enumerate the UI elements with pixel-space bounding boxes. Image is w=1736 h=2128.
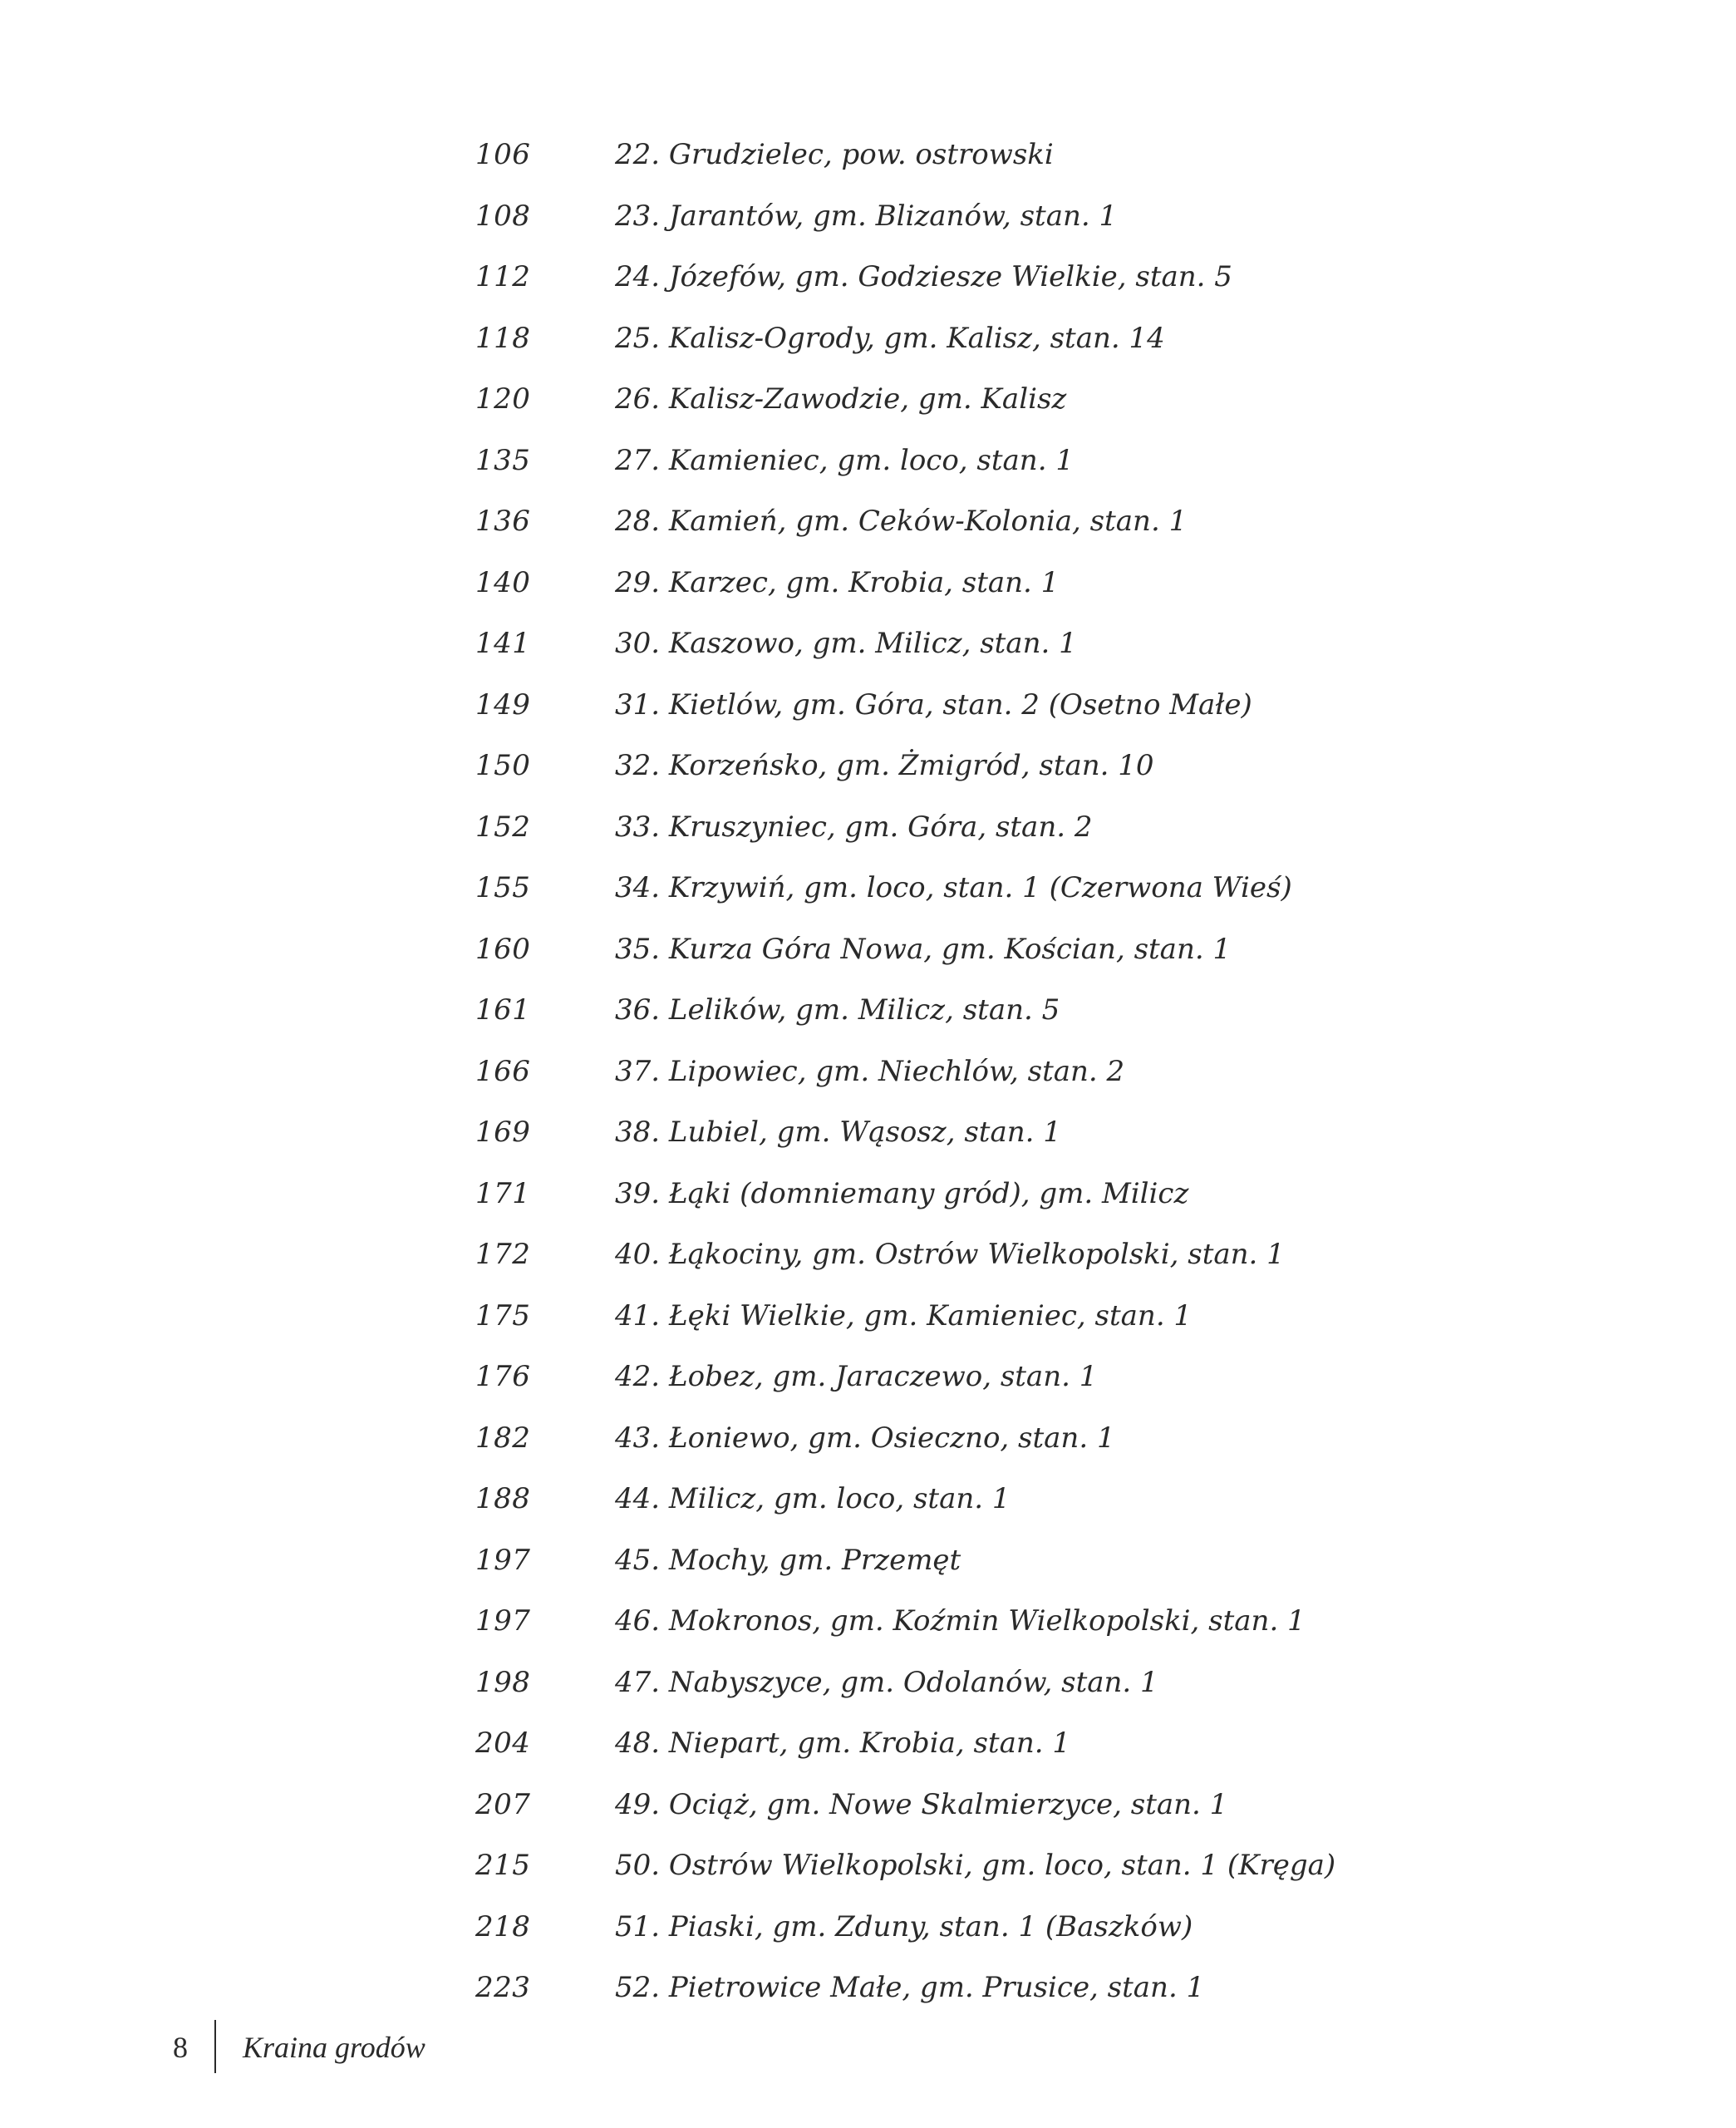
toc-entry-title: 52. Pietrowice Małe, gm. Prusice, stan. 1 xyxy=(615,1971,1205,2004)
toc-page-number: 215 xyxy=(475,1849,531,1882)
toc-entry-title: 37. Lipowiec, gm. Niechlów, stan. 2 xyxy=(615,1054,1125,1088)
toc-page-number: 198 xyxy=(475,1665,531,1699)
toc-page-number: 160 xyxy=(475,932,531,966)
toc-page-number: 136 xyxy=(475,505,531,538)
toc-entry xyxy=(0,1653,1736,1714)
toc-page-number: 112 xyxy=(475,260,531,293)
toc-page-number: 108 xyxy=(475,199,531,233)
toc-entry xyxy=(0,1102,1736,1164)
footer-page-number: 8 xyxy=(173,2031,188,2064)
toc-page-number: 223 xyxy=(475,1971,531,2004)
toc-entry-title: 28. Kamień, gm. Ceków-Kolonia, stan. 1 xyxy=(615,505,1188,538)
toc-page-number: 149 xyxy=(475,687,531,722)
toc-page-number: 135 xyxy=(475,443,531,477)
toc-entry xyxy=(0,308,1736,370)
toc-entry xyxy=(0,1408,1736,1470)
toc-page-number: 166 xyxy=(475,1054,531,1088)
toc-page-number: 120 xyxy=(475,382,531,416)
toc-entry xyxy=(0,1042,1736,1103)
toc-page-number: 155 xyxy=(475,871,531,904)
toc-entry xyxy=(0,125,1736,186)
footer-divider xyxy=(214,2020,216,2073)
toc-entry-title: 42. Łobez, gm. Jaraczewo, stan. 1 xyxy=(615,1360,1098,1393)
page-footer xyxy=(0,2020,1736,2078)
toc-entry-title: 46. Mokronos, gm. Koźmin Wielkopolski, stan. 1 xyxy=(615,1604,1306,1638)
toc-entry xyxy=(0,1958,1736,2019)
toc-entry xyxy=(0,186,1736,248)
toc-entry xyxy=(0,797,1736,859)
toc-page-number: 118 xyxy=(475,321,531,355)
toc-entry xyxy=(0,980,1736,1042)
toc-page-number: 150 xyxy=(475,749,531,782)
toc-entry xyxy=(0,919,1736,981)
toc-page-number: 204 xyxy=(475,1727,531,1760)
toc-entry-title: 41. Łęki Wielkie, gm. Kamieniec, stan. 1 xyxy=(615,1298,1193,1332)
toc-entry xyxy=(0,1164,1736,1225)
toc-entry-title: 38. Lubiel, gm. Wąsosz, stan. 1 xyxy=(615,1116,1061,1149)
toc-page-number: 188 xyxy=(475,1482,531,1515)
table-of-contents xyxy=(0,125,1736,2019)
toc-page-number: 152 xyxy=(475,810,531,844)
toc-entry xyxy=(0,553,1736,614)
toc-entry xyxy=(0,369,1736,431)
toc-entry-title: 36. Lelików, gm. Milicz, stan. 5 xyxy=(615,993,1060,1027)
toc-entry xyxy=(0,491,1736,553)
toc-entry-title: 25. Kalisz-Ogrody, gm. Kalisz, stan. 14 xyxy=(615,321,1165,355)
toc-page-number: 218 xyxy=(475,1909,531,1943)
toc-page-number: 182 xyxy=(475,1421,531,1455)
toc-entry xyxy=(0,1835,1736,1897)
toc-entry-title: 44. Milicz, gm. loco, stan. 1 xyxy=(615,1482,1011,1515)
toc-page-number: 172 xyxy=(475,1238,531,1271)
toc-entry xyxy=(0,858,1736,919)
toc-entry xyxy=(0,431,1736,492)
toc-entry xyxy=(0,1286,1736,1347)
toc-entry-title: 24. Józefów, gm. Godziesze Wielkie, stan. 5 xyxy=(615,260,1232,293)
toc-page-number: 171 xyxy=(475,1176,531,1210)
toc-page-number: 161 xyxy=(475,993,531,1027)
toc-entry-title: 22. Grudzielec, pow. ostrowski xyxy=(615,138,1054,171)
toc-entry xyxy=(0,613,1736,675)
toc-entry xyxy=(0,1775,1736,1836)
toc-entry-title: 47. Nabyszyce, gm. Odolanów, stan. 1 xyxy=(615,1665,1158,1699)
toc-entry-title: 34. Krzywiń, gm. loco, stan. 1 (Czerwona Wieś) xyxy=(615,871,1292,904)
footer-book-title: Kraina grodów xyxy=(243,2031,425,2064)
toc-entry-title: 50. Ostrów Wielkopolski, gm. loco, stan. 1 (Kręga) xyxy=(615,1849,1336,1882)
toc-entry xyxy=(0,247,1736,308)
toc-entry-title: 23. Jarantów, gm. Blizanów, stan. 1 xyxy=(615,199,1118,233)
toc-entry xyxy=(0,1591,1736,1653)
toc-entry-title: 31. Kietlów, gm. Góra, stan. 2 (Osetno Małe) xyxy=(615,687,1252,722)
toc-entry xyxy=(0,736,1736,797)
toc-entry-title: 49. Ociąż, gm. Nowe Skalmierzyce, stan. 1 xyxy=(615,1787,1228,1821)
toc-entry-title: 35. Kurza Góra Nowa, gm. Kościan, stan. 1 xyxy=(615,932,1232,966)
toc-entry-title: 48. Niepart, gm. Krobia, stan. 1 xyxy=(615,1727,1070,1760)
toc-entry-title: 51. Piaski, gm. Zduny, stan. 1 (Baszków) xyxy=(615,1909,1193,1943)
toc-page-number: 175 xyxy=(475,1298,531,1332)
toc-entry-title: 43. Łoniewo, gm. Osieczno, stan. 1 xyxy=(615,1421,1115,1455)
toc-entry-title: 29. Karzec, gm. Krobia, stan. 1 xyxy=(615,565,1060,599)
toc-entry-title: 30. Kaszowo, gm. Milicz, stan. 1 xyxy=(615,627,1077,660)
toc-entry xyxy=(0,675,1736,736)
toc-entry-title: 32. Korzeńsko, gm. Żmigród, stan. 10 xyxy=(615,749,1154,782)
toc-page-number: 169 xyxy=(475,1116,531,1149)
toc-entry xyxy=(0,1347,1736,1408)
toc-entry-title: 27. Kamieniec, gm. loco, stan. 1 xyxy=(615,443,1074,477)
toc-entry-title: 45. Mochy, gm. Przemęt xyxy=(615,1543,961,1577)
toc-page-number: 197 xyxy=(475,1604,531,1638)
toc-entry xyxy=(0,1897,1736,1958)
toc-page-number: 207 xyxy=(475,1787,531,1821)
toc-page-number: 141 xyxy=(475,627,531,660)
toc-page-number: 106 xyxy=(475,138,531,171)
toc-entry xyxy=(0,1224,1736,1286)
toc-entry xyxy=(0,1469,1736,1530)
toc-page-number: 140 xyxy=(475,565,531,599)
toc-entry-title: 26. Kalisz-Zawodzie, gm. Kalisz xyxy=(615,382,1067,416)
toc-entry-title: 40. Łąkociny, gm. Ostrów Wielkopolski, stan. 1 xyxy=(615,1238,1285,1271)
toc-entry xyxy=(0,1713,1736,1775)
toc-entry-title: 33. Kruszyniec, gm. Góra, stan. 2 xyxy=(615,810,1093,844)
toc-entry-title: 39. Łąki (domniemany gród), gm. Milicz xyxy=(615,1176,1189,1210)
toc-page-number: 197 xyxy=(475,1543,531,1577)
toc-entry xyxy=(0,1530,1736,1592)
toc-page-number: 176 xyxy=(475,1360,531,1393)
